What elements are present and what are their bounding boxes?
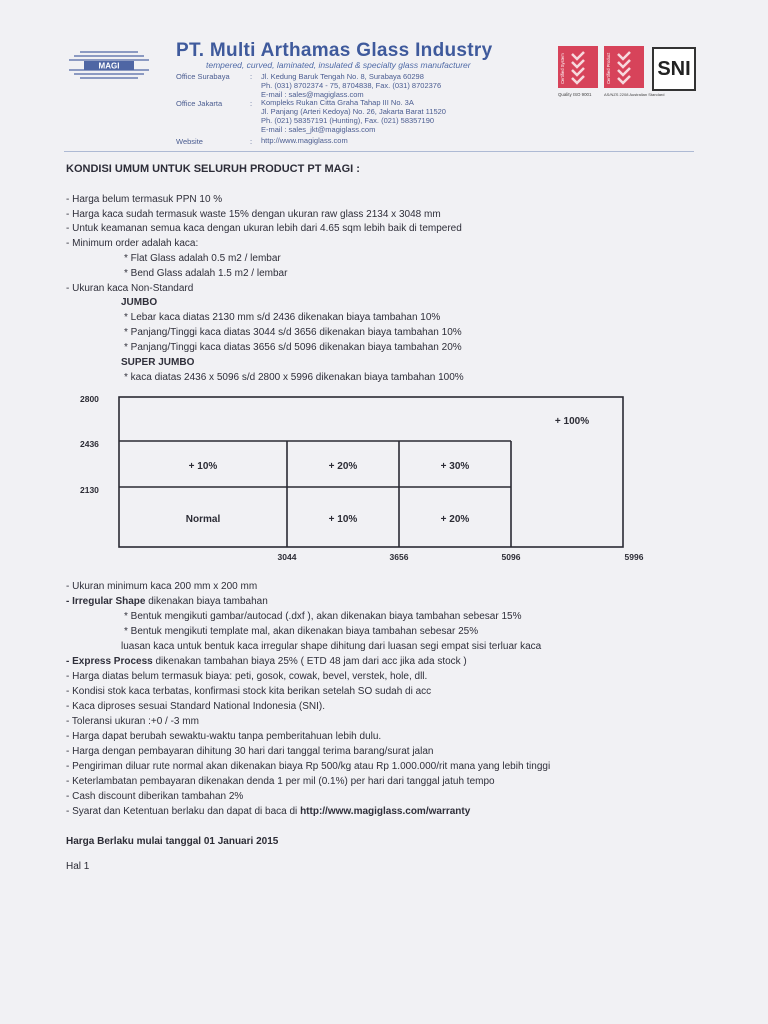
x-label-3044: 3044 xyxy=(277,552,297,562)
condition-stock: - Kondisi stok kaca terbatas, konfirmasi stock kita berikan setelah SO sudah di acc xyxy=(66,686,432,697)
jumbo-length-1: * Panjang/Tinggi kaca diatas 3044 s/d 3656 dikenakan biaya tambahan 10% xyxy=(124,327,462,338)
contact-jakarta-address-2: Jl. Panjang (Arteri Kedoya) No. 26, Jakarta Barat 11520 xyxy=(261,107,446,116)
y-label-2436: 2436 xyxy=(80,439,99,449)
company-tagline: tempered, curved, laminated, insulated & specialty glass manufacturer xyxy=(206,60,471,70)
cell-width-jumbo-normal: + 10% xyxy=(188,461,218,472)
website-link[interactable]: http://www.magiglass.com xyxy=(261,136,348,145)
irregular-template: * Bentuk mengikuti template mal, akan dikenakan biaya tambahan sebesar 25% xyxy=(124,626,479,637)
sni-badge: SNI xyxy=(652,47,696,91)
contact-sep-website: : xyxy=(250,137,253,146)
super-jumbo-size: * kaca diatas 2436 x 5096 s/d 2800 x 5996 dikenakan biaya tambahan 100% xyxy=(124,372,464,383)
irregular-autocad: * Bentuk mengikuti gambar/autocad (.dxf ), akan dikenakan biaya tambahan sebesar 15% xyxy=(124,611,522,622)
contact-sep-surabaya: : xyxy=(250,72,253,81)
cell-len1: + 10% xyxy=(328,514,358,525)
condition-safety: - Untuk keamanan semua kaca dengan ukuran lebih dari 4.65 sqm lebih baik di tempered xyxy=(66,223,462,234)
condition-irregular-shape: - Irregular Shape dikenakan biaya tambahan xyxy=(66,596,268,607)
condition-delivery: - Pengiriman diluar rute normal akan dikenakan biaya Rp 500/kg atau Rp 1.000.000/rit mana yang lebih tinggi xyxy=(66,761,551,772)
badge2-caption: AS/NZS 2208 Australian Standard xyxy=(604,92,665,97)
condition-payment-term: - Harga dengan pembayaran dihitung 30 hari dari tanggal terima barang/surat jalan xyxy=(66,746,434,757)
y-label-2800: 2800 xyxy=(80,394,99,404)
y-label-2130: 2130 xyxy=(80,485,99,495)
contact-surabaya-email[interactable]: E-mail : sales@magiglass.com xyxy=(261,90,364,99)
jumbo-width: * Lebar kaca diatas 2130 mm s/d 2436 dikenakan biaya tambahan 10% xyxy=(124,312,441,323)
x-label-3656: 3656 xyxy=(389,552,409,562)
condition-extra-costs: - Harga diatas belum termasuk biaya: peti, gosok, cowak, bevel, verstek, hole, dll. xyxy=(66,671,428,682)
validity-date: Harga Berlaku mulai tanggal 01 Januari 2015 xyxy=(66,836,279,847)
conditions-heading: KONDISI UMUM UNTUK SELURUH PRODUCT PT MAGI : xyxy=(66,163,360,175)
contact-jakarta-address-1: Kompleks Rukan Citta Graha Tahap III No. 3A xyxy=(261,98,414,107)
page-number: Hal 1 xyxy=(66,861,90,872)
contact-surabaya-phone: Ph. (031) 8702374 - 75, 8704838, Fax. (031) 8702376 xyxy=(261,81,442,90)
condition-express: - Express Process dikenakan tambahan biaya 25% ( ETD 48 jam dari acc jika ada stock ) xyxy=(66,656,467,667)
condition-non-standard: - Ukuran kaca Non-Standard xyxy=(66,283,194,294)
cell-width-jumbo-len1: + 20% xyxy=(328,461,358,472)
contact-label-jakarta: Office Jakarta xyxy=(176,99,223,108)
contact-surabaya-address: Jl. Kedung Baruk Tengah No. 8, Surabaya 60298 xyxy=(261,72,424,81)
condition-sni: - Kaca diproses sesuai Standard National Indonesia (SNI). xyxy=(66,701,326,712)
condition-tolerance: - Toleransi ukuran :+0 / -3 mm xyxy=(66,716,199,727)
contact-label-website: Website xyxy=(176,137,203,146)
condition-minimum-order: - Minimum order adalah kaca: xyxy=(66,238,199,249)
condition-cash-discount: - Cash discount diberikan tambahan 2% xyxy=(66,791,244,802)
condition-price-change: - Harga dapat berubah sewaktu-waktu tanpa pemberitahuan lebih dulu. xyxy=(66,731,382,742)
condition-ppn: - Harga belum termasuk PPN 10 % xyxy=(66,194,223,205)
cell-normal: Normal xyxy=(185,514,221,525)
condition-late-fee: - Keterlambatan pembayaran dikenakan denda 1 per mil (0.1%) per hari dari tanggal jatuh tempo xyxy=(66,776,495,787)
badge1-caption: Quality ISO 9001 xyxy=(558,92,592,97)
x-label-5996: 5996 xyxy=(624,552,644,562)
condition-bend-glass: * Bend Glass adalah 1.5 m2 / lembar xyxy=(124,268,288,279)
jumbo-heading: JUMBO xyxy=(121,297,158,308)
contact-jakarta-email[interactable]: E-mail : sales_jkt@magiglass.com xyxy=(261,125,376,134)
badge1-text: Certified System xyxy=(560,53,565,84)
company-name: PT. Multi Arthamas Glass Industry xyxy=(176,40,493,61)
x-label-5096: 5096 xyxy=(501,552,521,562)
condition-min-size: - Ukuran minimum kaca 200 mm x 200 mm xyxy=(66,581,258,592)
contact-sep-jakarta: : xyxy=(250,99,253,108)
irregular-area-note: luasan kaca untuk bentuk kaca irregular shape dihitung dari luasan segi empat sisi terluar kaca xyxy=(121,641,542,652)
super-jumbo-heading: SUPER JUMBO xyxy=(121,357,195,368)
condition-waste: - Harga kaca sudah termasuk waste 15% dengan ukuran raw glass 2134 x 3048 mm xyxy=(66,209,441,220)
condition-flat-glass: * Flat Glass adalah 0.5 m2 / lembar xyxy=(124,253,281,264)
contact-jakarta-phone: Ph. (021) 58357191 (Hunting), Fax. (021) 58357190 xyxy=(261,116,435,125)
condition-warranty: - Syarat dan Ketentuan berlaku dan dapat di baca di http://www.magiglass.com/warranty xyxy=(66,806,471,817)
cell-len2: + 20% xyxy=(440,514,470,525)
warranty-link[interactable]: http://www.magiglass.com/warranty xyxy=(300,806,471,817)
cell-width-jumbo-len2: + 30% xyxy=(440,461,470,472)
badge2-text: Certified Product xyxy=(606,52,611,84)
logo-text: MAGI xyxy=(98,61,120,71)
cell-super-jumbo: + 100% xyxy=(554,416,590,427)
jumbo-length-2: * Panjang/Tinggi kaca diatas 3656 s/d 5096 dikenakan biaya tambahan 20% xyxy=(124,342,462,353)
contact-label-surabaya: Office Surabaya xyxy=(176,72,230,81)
